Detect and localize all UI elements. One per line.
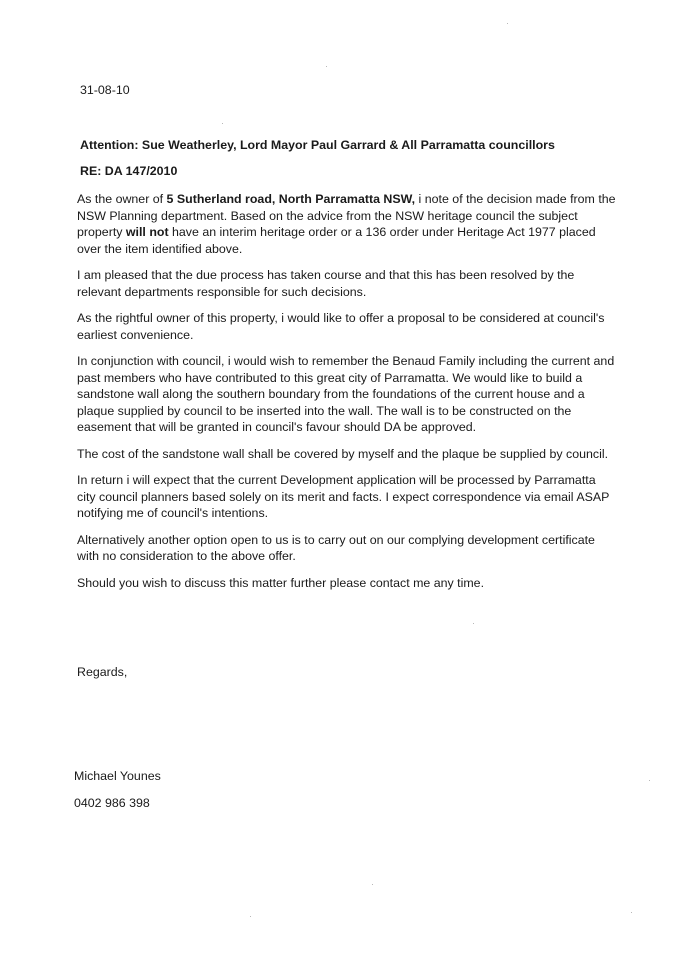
signer-name: Michael Younes xyxy=(74,769,161,783)
paragraph-expectation: In return i will expect that the current Development application will be processed by Parramatta city council planners based solely on its merit and facts. I expect correspondence via email ASAP notifying me of council's intentions. xyxy=(77,473,610,520)
paragraph-alternative: Alternatively another option open to us is to carry out on our complying development certificate with no consideration to the above offer. xyxy=(77,532,595,563)
attention-line: Attention: Sue Weatherley, Lord Mayor Paul Garrard & All Parramatta councillors xyxy=(80,138,555,152)
reference-line: RE: DA 147/2010 xyxy=(80,164,178,178)
property-address: 5 Sutherland road, North Parramatta NSW, xyxy=(166,192,416,206)
scan-speck xyxy=(631,912,632,913)
emphasis-will-not: will not xyxy=(125,225,169,239)
paragraph-due-process: I am pleased that the due process has taken course and that this has been resolved by the relevant departments responsible for such decisions. xyxy=(77,268,575,299)
scan-speck xyxy=(473,623,474,624)
paragraph-text: i note of the decision made from the NSW Planning department. Based on the advice from the NSW heritage council the subject property xyxy=(77,192,616,239)
paragraph-text: have an interim heritage order or a 136 order under Heritage Act 1977 placed over the item identified above. xyxy=(77,225,596,256)
scan-speck xyxy=(649,780,650,781)
scan-speck xyxy=(326,66,327,67)
paragraph-text: As the owner of xyxy=(77,192,167,206)
scan-speck xyxy=(222,123,223,124)
letter-date: 31-08-10 xyxy=(80,83,130,97)
scan-speck xyxy=(507,23,508,24)
letter-body xyxy=(77,191,617,601)
scan-speck xyxy=(250,916,251,917)
paragraph-cost: The cost of the sandstone wall shall be covered by myself and the plaque be supplied by council. xyxy=(77,446,609,461)
paragraph-benaud-family: In conjunction with council, i would wish to remember the Benaud Family including the current and past members who have contributed to this great city of Parramatta. We would like to build a sandstone wall along the southern boundary from the foundations of the current house and a plaque supplied by council to be inserted into the wall. The wall is to be constructed on the easement that will be granted in council's favour should DA be approved. xyxy=(77,354,615,434)
paragraph-contact: Should you wish to discuss this matter further please contact me any time. xyxy=(77,575,485,590)
signer-phone: 0402 986 398 xyxy=(74,796,150,810)
closing-regards: Regards, xyxy=(77,665,128,679)
paragraph-proposal: As the rightful owner of this property, i would like to offer a proposal to be considered at council's earliest convenience. xyxy=(77,311,605,342)
scan-speck xyxy=(372,884,373,885)
paragraph-ownership xyxy=(77,191,617,257)
